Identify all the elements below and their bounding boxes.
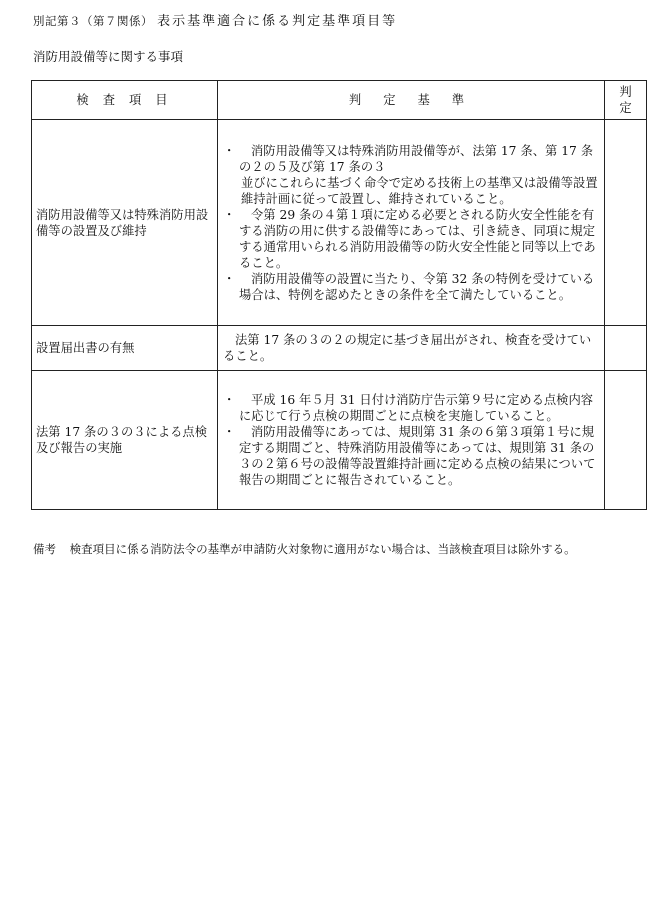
criteria-text: 法第 17 条の３の２の規定に基づき届出がされ、検査を受けていること。: [223, 333, 592, 363]
row-judge-cell: [605, 371, 647, 510]
row-item: 消防用設備等又は特殊消防用設備等の設置及び維持: [32, 120, 218, 326]
remarks-note: [33, 541, 576, 557]
criteria-bullet: ・ 平成 16 年５月 31 日付け消防庁告示第９号に定める点検内容に応じて行う点検の期間ごとに点検を実施していること。: [223, 392, 598, 424]
row-criteria: [218, 371, 605, 510]
criteria-table: [31, 80, 647, 510]
remarks-label: 備考: [33, 542, 56, 556]
row-item: 法第 17 条の３の３による点検及び報告の実施: [32, 371, 218, 510]
criteria-bullet: ・ 消防用設備等の設置に当たり、令第 32 条の特例を受けている場合は、特例を認めたときの条件を全て満たしていること。: [223, 271, 598, 303]
row-criteria: [218, 326, 605, 371]
row-criteria: [218, 120, 605, 326]
header-judge-1: 判: [619, 85, 632, 99]
row-judge-cell: [605, 326, 647, 371]
header-judge: [605, 81, 647, 120]
criteria-continuation: 並びにこれらに基づく命令で定める技術上の基準又は設備等設置維持計画に従って設置し、維持されていること。: [241, 175, 598, 206]
row-item: 設置届出書の有無: [32, 326, 218, 371]
criteria-bullet: ・ 消防用設備等にあっては、規則第 31 条の６第３項第１号に規定する期間ごと、特殊消防用設備等にあっては、規則第 31 条の３の２第６号の設備等設置維持計画に定める点検の結果について報告の期間ごとに報告されていること。: [223, 424, 598, 488]
header-criteria: 判定基準: [218, 81, 605, 120]
document-header: [33, 10, 397, 29]
criteria-bullet: ・ 令第 29 条の４第１項に定める必要とされる防火安全性能を有する消防の用に供する設備等にあっては、引き続き、同項に規定する通常用いられる消防用設備等の防火安全性能と同等以上であること。: [223, 207, 598, 271]
header-title: 表示基準適合に係る判定基準項目等: [157, 14, 398, 29]
criteria-bullet: ・ 消防用設備等又は特殊消防用設備等が、法第 17 条、第 17 条の２の５及び第 17 条の３: [223, 143, 598, 175]
header-item: 検査項目: [32, 81, 218, 120]
header-judge-2: 定: [619, 101, 632, 115]
section-title: 消防用設備等に関する事項: [33, 49, 184, 64]
row-judge-cell: [605, 120, 647, 326]
table-row: [32, 120, 647, 326]
remarks-text: 検査項目に係る消防法令の基準が申請防火対象物に適用がない場合は、当該検査項目は除外する。: [69, 542, 576, 556]
header-prefix: 別記第３（第７関係）: [33, 14, 153, 28]
table-row: [32, 326, 647, 371]
table-header-row: [32, 81, 647, 120]
table-row: [32, 371, 647, 510]
